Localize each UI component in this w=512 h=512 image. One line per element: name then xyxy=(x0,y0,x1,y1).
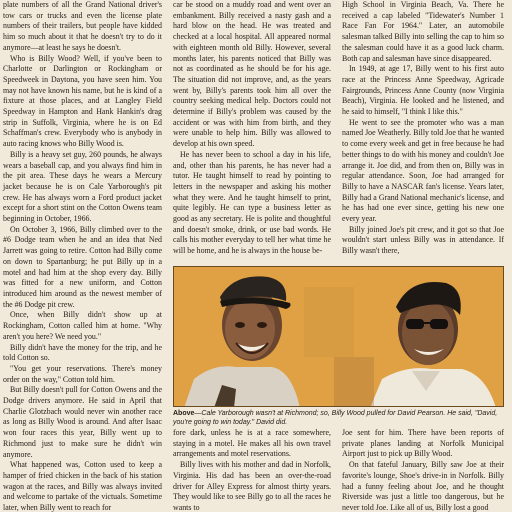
paragraph: In 1949, at age 17, Billy went to his first auto race at the Princess Anne Speedway, Agricade Fairgrounds, Princess Anne County (now Virginia Beach), Virginia. He looked and he listened, and he said to himself, "I think I like this." xyxy=(342,64,504,117)
paragraph: But Billy doesn't pull for Cotton Owens and the Dodge drivers anymore. He said in April that Charlie Glotzbach would never win another race as long as Billy Wood is around. And after Isaac won four races this year, Billy went up to Richmond just to make sure he didn't win anymore. xyxy=(3,385,162,459)
article-column-1 xyxy=(3,0,162,512)
paragraph: Billy lives with his mother and dad in Norfolk, Virginia. His dad has been an over-the-road driver for Alley Express for almost thirty years. They would like to see Billy go to all the races he wants to xyxy=(173,460,331,512)
article-column-2 xyxy=(173,0,331,257)
paragraph: Joe sent for him. There have been reports of private planes landing at Norfolk Municipal Airport just to pick up Billy Wood. xyxy=(342,428,504,459)
article-column-3 xyxy=(342,0,504,257)
paragraph: Billy didn't have the money for the trip, and he told Cotton so. xyxy=(3,342,162,363)
photo-illustration xyxy=(174,267,504,407)
paragraph: Once, when Billy didn't show up at Rockingham, Cotton called him at home. "Why aren't you here? We need you." xyxy=(3,310,162,341)
paragraph: On October 3, 1966, Billy climbed over to the #6 Dodge team when he and an idea that Ned Jarrett was going to retire. Cotton had Billy come on down to Spartanburg; he put Billy up in a motel and had him at the shop every day. Billy was fitted for a new uniform, and Cotton introduced him around as the newest member of the #6 Dodge pit crew. xyxy=(3,224,162,309)
paragraph: Billy is a heavy set guy, 260 pounds, he always wears a baseball cap, and you always find him in the pit area. These days he wears a Mercury jacket because he is on Cale Yarborough's pit crew. He has always worn a Ford product jacket except for a short stint on the Cotton Owens team beginning in October, 1966. xyxy=(3,149,162,224)
article-column-3-continued xyxy=(342,428,504,512)
race-photo xyxy=(173,266,504,407)
paragraph: "You get your reservations. There's money order on the way," Cotton told him. xyxy=(3,363,162,384)
paragraph: fore dark, unless he is at a race somewhere, staying in a motel. He makes all his own travel arrangements and motel reservations. xyxy=(173,428,331,459)
paragraph: Who is Billy Wood? Well, if you've been to Charlotte or Darlington or Rockingham or Speedweek in Daytona, you have seen him. You may not have known his name, but he is kind of a fixture at those places, and at Langley Field Speedway in Hampton and Hank Hankin's drag strip in Suffolk, Virginia, where he is on Ed Schaffman's crew. Everybody who is anybody in auto racing knows who Billy Wood is. xyxy=(3,53,162,149)
paragraph: plate numbers of all the Grand National driver's tow cars or trucks and even the license plate numbers of their trailers, but people have kidded him so much about it that he doesn't try to do it anymore—at least he says he doesn't. xyxy=(3,0,162,52)
caption-lead: Above xyxy=(173,410,195,417)
paragraph: He went to see the promoter who was a man named Joe Weatherly. Billy told Joe that he wanted to come every week and get in free because he had better things to do with his money and couldn't Joe arrange it. Joe did, and from then on, Billy was in regular attendance. Soon, Joe had arranged for Billy to have a NASCAR fan's license. Years later, Billy had a Grand National mechanic's license, and he has had one ever since, getting his new one every year. xyxy=(342,117,504,224)
paragraph: car be stood on a muddy road and went over an embankment. Billy received a nasty gash and a hard blow on the head. He was treated and checked at a local hospital. All appeared normal with eighteen month old Billy. However, several months later, his parents noticed that Billy was not as coordinated as he should be for his age. The situation did not improve, and, as the years went by, Billy's parents took him all over the country seeking medical help. Doctors could not determine if Billy's problem was caused by the accident or was with him from birth, and they were unable to help him. Billy was allowed to develop at his own speed. xyxy=(173,0,331,149)
paragraph: What happened was, Cotton used to keep a hamper of fried chicken in the back of his station wagon at the races, and Billy was always invited and welcome to partake of the victuals. Sometime later, when Billy went to reach for xyxy=(3,460,162,512)
article-column-2-continued xyxy=(173,428,331,512)
paragraph: High School in Virginia Beach, Va. There he received a cap labeled "Tidewater's Number 1 Race Fan For 1964." Later, an automobile salesman talked Billy into selling the cap to him so the salesman could have it as a good luck charm. Both cap and salesman have since disappeared. xyxy=(342,0,504,63)
paragraph: On that fateful January, Billy saw Joe at their favorite's lounge, Shoe's drive-in in Norfolk. Billy had a funny feeling about Joe, and he thought Riverside was just a little too dangerous, but he never told Joe. Like all of us, Billy lost a good xyxy=(342,460,504,512)
photo-caption xyxy=(173,409,504,427)
paragraph: He has never been to school a day in his life, and, other than his parents, he has never had a tutor. He taught himself to read by pointing to letters in the newspaper and asking his mother what they were. And he taught himself to print, quite legibly. He can type a business letter as good as any secretary. He is polite and thoughtful and doesn't smoke, drink, or use bad words. He calls his mother everyday to tell her what time he will be home, and he is always in the house be- xyxy=(173,149,331,256)
caption-text: —Cale Yarborough wasn't at Richmond; so, Billy Wood pulled for David Pearson. He said, "David, you're going to win today." David did. xyxy=(173,410,498,426)
paragraph: Billy joined Joe's pit crew, and it got so that Joe wouldn't start unless Billy was in attendance. If Billy wasn't there, xyxy=(342,224,504,256)
